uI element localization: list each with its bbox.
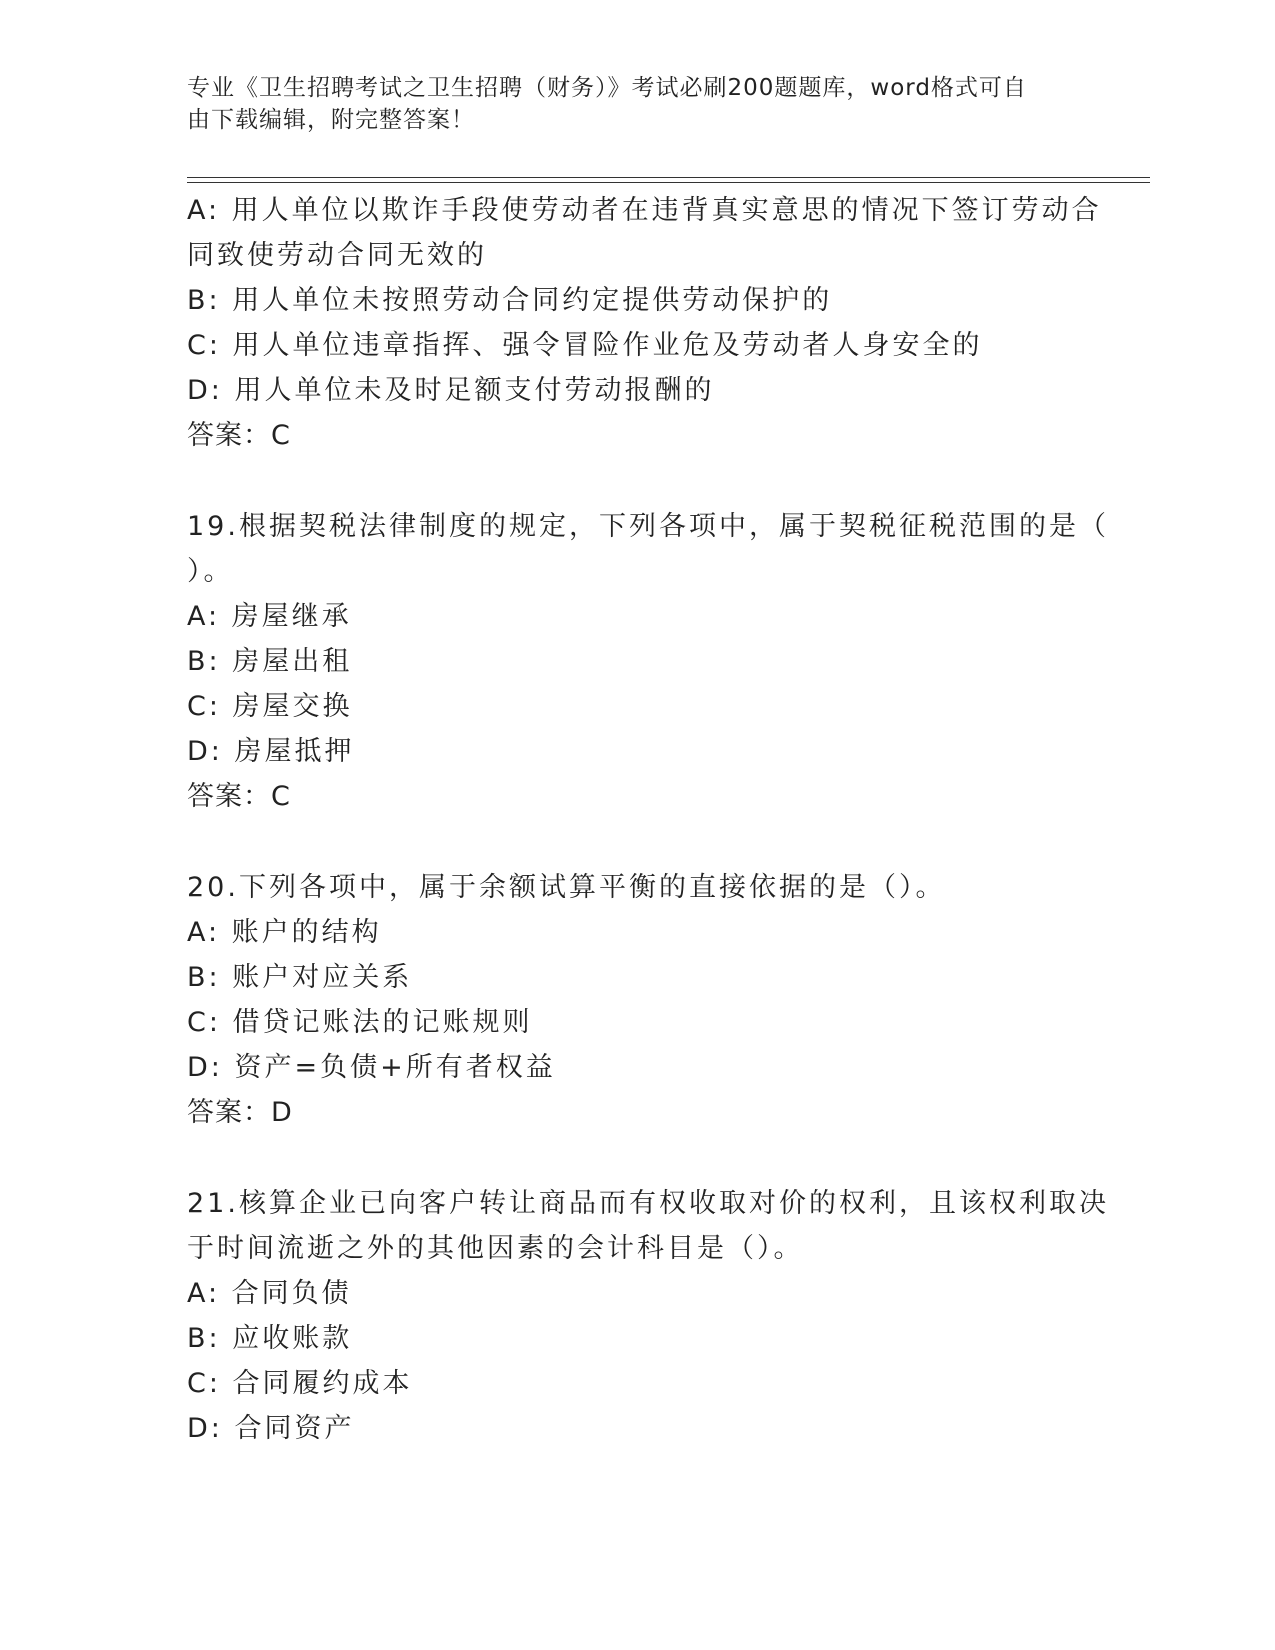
option-d: D: 合同资产 — [187, 1413, 355, 1444]
option-b: B: 应收账款 — [187, 1323, 353, 1354]
question-stem-line-1: 21.核算企业已向客户转让商品而有权收取对价的权利，且该权利取决 — [187, 1188, 1109, 1219]
option-b: B: 用人单位未按照劳动合同约定提供劳动保护的 — [187, 285, 833, 316]
option-b: B: 房屋出租 — [187, 646, 353, 677]
question-stem-line-1: 20.下列各项中，属于余额试算平衡的直接依据的是（）。 — [187, 872, 946, 903]
question-list — [187, 188, 1109, 1451]
option-a: A: 合同负债 — [187, 1278, 352, 1309]
header-line-2: 由下载编辑，附完整答案！ — [187, 107, 475, 133]
option-d: D: 资产=负债+所有者权益 — [187, 1052, 556, 1083]
answer: 答案：D — [187, 1097, 293, 1128]
question-19 — [187, 504, 1109, 819]
answer: 答案：C — [187, 420, 291, 451]
question-stem-line-2: ）。 — [187, 556, 234, 587]
question-21 — [187, 1181, 1109, 1451]
option-c: C: 房屋交换 — [187, 691, 353, 722]
question-spacer — [187, 458, 1087, 504]
question-20 — [187, 865, 1087, 1135]
option-c: C: 借贷记账法的记账规则 — [187, 1007, 533, 1038]
option-a-line-1: A: 用人单位以欺诈手段使劳动者在违背真实意思的情况下签订劳动合 — [187, 195, 1102, 226]
question-spacer — [187, 1135, 1087, 1181]
question-18 — [187, 188, 1102, 458]
option-a-line-2: 同致使劳动合同无效的 — [187, 240, 487, 271]
header-divider-top — [187, 177, 1150, 178]
option-c: C: 用人单位违章指挥、强令冒险作业危及劳动者人身安全的 — [187, 330, 983, 361]
answer: 答案：C — [187, 781, 291, 812]
option-c: C: 合同履约成本 — [187, 1368, 413, 1399]
header-line-1: 专业《卫生招聘考试之卫生招聘（财务）》考试必刷200题题库，word格式可自 — [187, 75, 1027, 101]
question-spacer — [187, 819, 1087, 865]
option-d: D: 用人单位未及时足额支付劳动报酬的 — [187, 375, 715, 406]
option-b: B: 账户对应关系 — [187, 962, 413, 993]
option-d: D: 房屋抵押 — [187, 736, 355, 767]
option-a: A: 房屋继承 — [187, 601, 352, 632]
question-stem-line-1: 19.根据契税法律制度的规定，下列各项中，属于契税征税范围的是（ — [187, 511, 1109, 542]
question-stem-line-2: 于时间流逝之外的其他因素的会计科目是（）。 — [187, 1233, 804, 1264]
document-header — [187, 72, 1067, 136]
header-divider-bottom — [187, 182, 1150, 183]
option-a: A: 账户的结构 — [187, 917, 382, 948]
